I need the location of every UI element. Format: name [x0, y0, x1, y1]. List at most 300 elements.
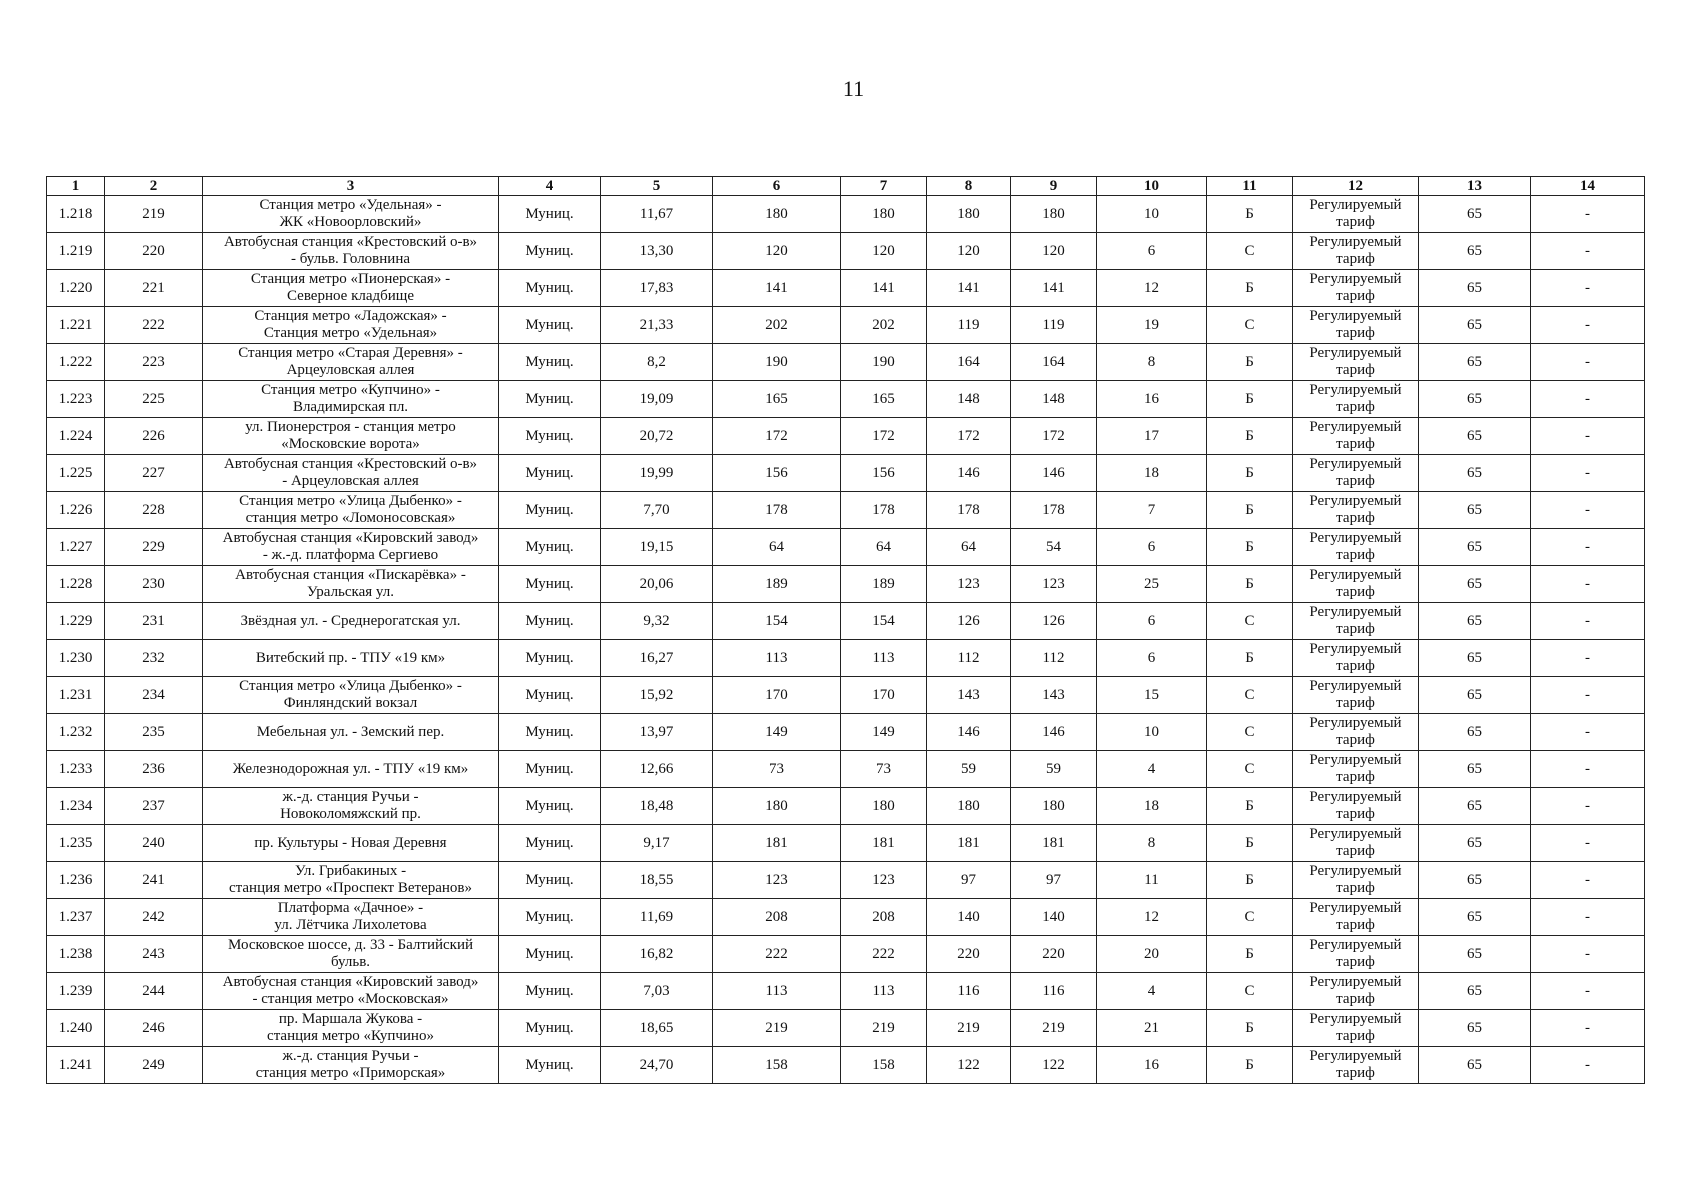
carrier-type-cell: Муниц. [499, 899, 601, 936]
row-id-cell: 1.228 [47, 566, 105, 603]
vehicle-class-cell: Б [1207, 492, 1293, 529]
carrier-type-cell: Муниц. [499, 196, 601, 233]
carrier-type-cell: Муниц. [499, 825, 601, 862]
value-cell: 180 [713, 196, 841, 233]
value-cell: - [1531, 677, 1645, 714]
value-cell: 54 [1011, 529, 1097, 566]
route-length-cell: 16,82 [601, 936, 713, 973]
value-cell: 113 [713, 640, 841, 677]
column-header: 12 [1293, 177, 1419, 196]
route-name-cell: Станция метро «Старая Деревня» - Арцеуловская аллея [203, 344, 499, 381]
route-name-cell: Московское шоссе, д. 33 - Балтийский бульв. [203, 936, 499, 973]
value-cell: 219 [841, 1010, 927, 1047]
value-cell: 180 [927, 788, 1011, 825]
vehicle-class-cell: Б [1207, 270, 1293, 307]
vehicle-class-cell: Б [1207, 344, 1293, 381]
value-cell: - [1531, 973, 1645, 1010]
value-cell: 65 [1419, 825, 1531, 862]
row-id-cell: 1.218 [47, 196, 105, 233]
tariff-cell: Регулируемый тариф [1293, 196, 1419, 233]
carrier-type-cell: Муниц. [499, 751, 601, 788]
vehicle-class-cell: С [1207, 899, 1293, 936]
value-cell: 18 [1097, 788, 1207, 825]
value-cell: - [1531, 270, 1645, 307]
table-row [47, 233, 1645, 270]
route-name-cell: пр. Культуры - Новая Деревня [203, 825, 499, 862]
value-cell: 113 [841, 640, 927, 677]
tariff-cell: Регулируемый тариф [1293, 233, 1419, 270]
route-length-cell: 18,48 [601, 788, 713, 825]
vehicle-class-cell: Б [1207, 862, 1293, 899]
route-length-cell: 19,09 [601, 381, 713, 418]
tariff-cell: Регулируемый тариф [1293, 788, 1419, 825]
value-cell: 180 [841, 196, 927, 233]
column-header: 8 [927, 177, 1011, 196]
value-cell: 112 [1011, 640, 1097, 677]
row-id-cell: 1.236 [47, 862, 105, 899]
row-id-cell: 1.230 [47, 640, 105, 677]
row-id-cell: 1.240 [47, 1010, 105, 1047]
value-cell: - [1531, 825, 1645, 862]
route-number-cell: 234 [105, 677, 203, 714]
value-cell: 140 [927, 899, 1011, 936]
value-cell: 164 [927, 344, 1011, 381]
value-cell: - [1531, 640, 1645, 677]
carrier-type-cell: Муниц. [499, 788, 601, 825]
table-row [47, 973, 1645, 1010]
value-cell: 141 [841, 270, 927, 307]
route-number-cell: 231 [105, 603, 203, 640]
value-cell: 172 [841, 418, 927, 455]
carrier-type-cell: Муниц. [499, 936, 601, 973]
value-cell: 120 [927, 233, 1011, 270]
value-cell: 219 [927, 1010, 1011, 1047]
vehicle-class-cell: Б [1207, 455, 1293, 492]
row-id-cell: 1.241 [47, 1047, 105, 1084]
column-header: 6 [713, 177, 841, 196]
table-row [47, 677, 1645, 714]
row-id-cell: 1.220 [47, 270, 105, 307]
tariff-cell: Регулируемый тариф [1293, 418, 1419, 455]
table-row [47, 936, 1645, 973]
tariff-cell: Регулируемый тариф [1293, 714, 1419, 751]
value-cell: 181 [713, 825, 841, 862]
column-header: 10 [1097, 177, 1207, 196]
value-cell: 190 [713, 344, 841, 381]
value-cell: 12 [1097, 270, 1207, 307]
value-cell: 7 [1097, 492, 1207, 529]
vehicle-class-cell: Б [1207, 1010, 1293, 1047]
route-number-cell: 242 [105, 899, 203, 936]
column-header: 7 [841, 177, 927, 196]
value-cell: 181 [841, 825, 927, 862]
value-cell: 148 [927, 381, 1011, 418]
route-name-cell: Звёздная ул. - Среднерогатская ул. [203, 603, 499, 640]
route-name-cell: Платформа «Дачное» - ул. Лётчика Лихолетова [203, 899, 499, 936]
value-cell: 208 [713, 899, 841, 936]
route-length-cell: 18,55 [601, 862, 713, 899]
value-cell: - [1531, 566, 1645, 603]
value-cell: 65 [1419, 714, 1531, 751]
carrier-type-cell: Муниц. [499, 1047, 601, 1084]
value-cell: - [1531, 492, 1645, 529]
value-cell: 122 [1011, 1047, 1097, 1084]
value-cell: 165 [713, 381, 841, 418]
value-cell: 178 [1011, 492, 1097, 529]
value-cell: 154 [841, 603, 927, 640]
route-length-cell: 8,2 [601, 344, 713, 381]
table-row [47, 270, 1645, 307]
row-id-cell: 1.239 [47, 973, 105, 1010]
route-length-cell: 12,66 [601, 751, 713, 788]
value-cell: - [1531, 1047, 1645, 1084]
row-id-cell: 1.221 [47, 307, 105, 344]
value-cell: 165 [841, 381, 927, 418]
value-cell: 64 [927, 529, 1011, 566]
value-cell: 112 [927, 640, 1011, 677]
route-length-cell: 19,99 [601, 455, 713, 492]
tariff-cell: Регулируемый тариф [1293, 344, 1419, 381]
route-number-cell: 230 [105, 566, 203, 603]
route-number-cell: 240 [105, 825, 203, 862]
vehicle-class-cell: Б [1207, 529, 1293, 566]
value-cell: 17 [1097, 418, 1207, 455]
value-cell: 156 [841, 455, 927, 492]
value-cell: 172 [1011, 418, 1097, 455]
route-length-cell: 11,69 [601, 899, 713, 936]
value-cell: 156 [713, 455, 841, 492]
route-name-cell: Железнодорожная ул. - ТПУ «19 км» [203, 751, 499, 788]
route-name-cell: Станция метро «Ладожская» - Станция метро «Удельная» [203, 307, 499, 344]
value-cell: 180 [1011, 788, 1097, 825]
value-cell: 123 [927, 566, 1011, 603]
value-cell: 4 [1097, 973, 1207, 1010]
value-cell: 158 [713, 1047, 841, 1084]
value-cell: 222 [841, 936, 927, 973]
route-name-cell: Ул. Грибакиных - станция метро «Проспект Ветеранов» [203, 862, 499, 899]
value-cell: - [1531, 603, 1645, 640]
value-cell: 202 [713, 307, 841, 344]
vehicle-class-cell: Б [1207, 825, 1293, 862]
vehicle-class-cell: С [1207, 603, 1293, 640]
value-cell: 208 [841, 899, 927, 936]
value-cell: 141 [1011, 270, 1097, 307]
table-row [47, 751, 1645, 788]
route-length-cell: 11,67 [601, 196, 713, 233]
carrier-type-cell: Муниц. [499, 677, 601, 714]
tariff-cell: Регулируемый тариф [1293, 640, 1419, 677]
table-row [47, 344, 1645, 381]
value-cell: 146 [1011, 714, 1097, 751]
carrier-type-cell: Муниц. [499, 233, 601, 270]
route-name-cell: Станция метро «Улица Дыбенко» - станция метро «Ломоносовская» [203, 492, 499, 529]
table-row [47, 1047, 1645, 1084]
page-number: 11 [842, 76, 865, 101]
row-id-cell: 1.225 [47, 455, 105, 492]
value-cell: - [1531, 196, 1645, 233]
row-id-cell: 1.238 [47, 936, 105, 973]
route-number-cell: 241 [105, 862, 203, 899]
table-row [47, 788, 1645, 825]
value-cell: - [1531, 788, 1645, 825]
value-cell: 11 [1097, 862, 1207, 899]
value-cell: 143 [1011, 677, 1097, 714]
value-cell: - [1531, 751, 1645, 788]
tariff-cell: Регулируемый тариф [1293, 973, 1419, 1010]
route-length-cell: 20,06 [601, 566, 713, 603]
route-length-cell: 13,97 [601, 714, 713, 751]
carrier-type-cell: Муниц. [499, 344, 601, 381]
routes-table [46, 176, 1645, 1084]
value-cell: 120 [841, 233, 927, 270]
value-cell: 6 [1097, 640, 1207, 677]
value-cell: 219 [1011, 1010, 1097, 1047]
route-length-cell: 15,92 [601, 677, 713, 714]
vehicle-class-cell: С [1207, 677, 1293, 714]
value-cell: 73 [713, 751, 841, 788]
row-id-cell: 1.222 [47, 344, 105, 381]
value-cell: 65 [1419, 1047, 1531, 1084]
header-row [47, 177, 1645, 196]
value-cell: 65 [1419, 307, 1531, 344]
value-cell: 120 [713, 233, 841, 270]
row-id-cell: 1.233 [47, 751, 105, 788]
carrier-type-cell: Муниц. [499, 1010, 601, 1047]
value-cell: 180 [1011, 196, 1097, 233]
value-cell: 19 [1097, 307, 1207, 344]
value-cell: - [1531, 899, 1645, 936]
route-length-cell: 7,70 [601, 492, 713, 529]
route-name-cell: Автобусная станция «Пискарёвка» - Уральская ул. [203, 566, 499, 603]
route-name-cell: ул. Пионерстроя - станция метро «Московские ворота» [203, 418, 499, 455]
value-cell: 16 [1097, 381, 1207, 418]
value-cell: 113 [713, 973, 841, 1010]
table-row [47, 714, 1645, 751]
value-cell: 164 [1011, 344, 1097, 381]
value-cell: 21 [1097, 1010, 1207, 1047]
value-cell: 65 [1419, 455, 1531, 492]
vehicle-class-cell: Б [1207, 788, 1293, 825]
value-cell: 73 [841, 751, 927, 788]
value-cell: 16 [1097, 1047, 1207, 1084]
carrier-type-cell: Муниц. [499, 862, 601, 899]
value-cell: - [1531, 1010, 1645, 1047]
row-id-cell: 1.231 [47, 677, 105, 714]
value-cell: 154 [713, 603, 841, 640]
route-length-cell: 17,83 [601, 270, 713, 307]
value-cell: 64 [841, 529, 927, 566]
value-cell: 143 [927, 677, 1011, 714]
value-cell: 141 [927, 270, 1011, 307]
tariff-cell: Регулируемый тариф [1293, 270, 1419, 307]
value-cell: 65 [1419, 936, 1531, 973]
vehicle-class-cell: Б [1207, 196, 1293, 233]
carrier-type-cell: Муниц. [499, 566, 601, 603]
value-cell: 65 [1419, 233, 1531, 270]
route-name-cell: Автобусная станция «Крестовский о-в» - Арцеуловская аллея [203, 455, 499, 492]
value-cell: 146 [1011, 455, 1097, 492]
value-cell: 149 [713, 714, 841, 751]
tariff-cell: Регулируемый тариф [1293, 825, 1419, 862]
route-number-cell: 221 [105, 270, 203, 307]
route-number-cell: 229 [105, 529, 203, 566]
tariff-cell: Регулируемый тариф [1293, 862, 1419, 899]
value-cell: 97 [1011, 862, 1097, 899]
row-id-cell: 1.235 [47, 825, 105, 862]
value-cell: 158 [841, 1047, 927, 1084]
value-cell: 10 [1097, 714, 1207, 751]
row-id-cell: 1.229 [47, 603, 105, 640]
value-cell: 180 [927, 196, 1011, 233]
route-number-cell: 220 [105, 233, 203, 270]
value-cell: 20 [1097, 936, 1207, 973]
route-number-cell: 228 [105, 492, 203, 529]
route-number-cell: 237 [105, 788, 203, 825]
value-cell: 126 [1011, 603, 1097, 640]
value-cell: 146 [927, 714, 1011, 751]
column-header: 2 [105, 177, 203, 196]
value-cell: - [1531, 344, 1645, 381]
value-cell: 97 [927, 862, 1011, 899]
value-cell: 65 [1419, 566, 1531, 603]
value-cell: 180 [713, 788, 841, 825]
column-header: 14 [1531, 177, 1645, 196]
route-name-cell: Автобусная станция «Кировский завод» - станция метро «Московская» [203, 973, 499, 1010]
value-cell: 126 [927, 603, 1011, 640]
route-number-cell: 249 [105, 1047, 203, 1084]
value-cell: 141 [713, 270, 841, 307]
carrier-type-cell: Муниц. [499, 270, 601, 307]
route-number-cell: 246 [105, 1010, 203, 1047]
route-number-cell: 235 [105, 714, 203, 751]
route-length-cell: 19,15 [601, 529, 713, 566]
value-cell: 220 [927, 936, 1011, 973]
value-cell: 65 [1419, 973, 1531, 1010]
table-row [47, 899, 1645, 936]
carrier-type-cell: Муниц. [499, 455, 601, 492]
route-number-cell: 226 [105, 418, 203, 455]
value-cell: 172 [713, 418, 841, 455]
carrier-type-cell: Муниц. [499, 603, 601, 640]
value-cell: 65 [1419, 1010, 1531, 1047]
route-length-cell: 16,27 [601, 640, 713, 677]
carrier-type-cell: Муниц. [499, 492, 601, 529]
vehicle-class-cell: Б [1207, 936, 1293, 973]
value-cell: 122 [927, 1047, 1011, 1084]
value-cell: 10 [1097, 196, 1207, 233]
table-row [47, 492, 1645, 529]
value-cell: 65 [1419, 344, 1531, 381]
route-name-cell: Автобусная станция «Крестовский о-в» - бульв. Головнина [203, 233, 499, 270]
value-cell: 180 [841, 788, 927, 825]
value-cell: 15 [1097, 677, 1207, 714]
route-name-cell: Мебельная ул. - Земский пер. [203, 714, 499, 751]
value-cell: 220 [1011, 936, 1097, 973]
value-cell: - [1531, 862, 1645, 899]
value-cell: 18 [1097, 455, 1207, 492]
table-row [47, 307, 1645, 344]
route-length-cell: 9,32 [601, 603, 713, 640]
row-id-cell: 1.224 [47, 418, 105, 455]
tariff-cell: Регулируемый тариф [1293, 566, 1419, 603]
value-cell: 113 [841, 973, 927, 1010]
value-cell: - [1531, 714, 1645, 751]
value-cell: 149 [841, 714, 927, 751]
value-cell: 202 [841, 307, 927, 344]
table-row [47, 1010, 1645, 1047]
value-cell: 123 [841, 862, 927, 899]
route-number-cell: 244 [105, 973, 203, 1010]
value-cell: 190 [841, 344, 927, 381]
tariff-cell: Регулируемый тариф [1293, 492, 1419, 529]
value-cell: - [1531, 936, 1645, 973]
value-cell: 65 [1419, 418, 1531, 455]
route-number-cell: 236 [105, 751, 203, 788]
tariff-cell: Регулируемый тариф [1293, 603, 1419, 640]
column-header: 1 [47, 177, 105, 196]
value-cell: 65 [1419, 196, 1531, 233]
vehicle-class-cell: С [1207, 233, 1293, 270]
value-cell: 8 [1097, 344, 1207, 381]
tariff-cell: Регулируемый тариф [1293, 899, 1419, 936]
value-cell: 6 [1097, 603, 1207, 640]
value-cell: 65 [1419, 677, 1531, 714]
tariff-cell: Регулируемый тариф [1293, 936, 1419, 973]
value-cell: 178 [841, 492, 927, 529]
value-cell: 172 [927, 418, 1011, 455]
value-cell: - [1531, 529, 1645, 566]
vehicle-class-cell: Б [1207, 418, 1293, 455]
value-cell: 65 [1419, 270, 1531, 307]
table-row [47, 529, 1645, 566]
value-cell: 170 [841, 677, 927, 714]
table-row [47, 196, 1645, 233]
row-id-cell: 1.223 [47, 381, 105, 418]
route-length-cell: 7,03 [601, 973, 713, 1010]
route-name-cell: Автобусная станция «Кировский завод» - ж.-д. платформа Сергиево [203, 529, 499, 566]
column-header: 11 [1207, 177, 1293, 196]
route-name-cell: ж.-д. станция Ручьи - Новоколомяжский пр. [203, 788, 499, 825]
value-cell: 140 [1011, 899, 1097, 936]
value-cell: 65 [1419, 751, 1531, 788]
route-number-cell: 219 [105, 196, 203, 233]
value-cell: 65 [1419, 788, 1531, 825]
carrier-type-cell: Муниц. [499, 714, 601, 751]
tariff-cell: Регулируемый тариф [1293, 1047, 1419, 1084]
route-name-cell: пр. Маршала Жукова - станция метро «Купчино» [203, 1010, 499, 1047]
tariff-cell: Регулируемый тариф [1293, 751, 1419, 788]
route-name-cell: Станция метро «Удельная» - ЖК «Новоорловский» [203, 196, 499, 233]
value-cell: 178 [927, 492, 1011, 529]
value-cell: 6 [1097, 233, 1207, 270]
value-cell: - [1531, 455, 1645, 492]
value-cell: - [1531, 381, 1645, 418]
value-cell: 222 [713, 936, 841, 973]
table-row [47, 418, 1645, 455]
value-cell: 123 [713, 862, 841, 899]
table-row [47, 862, 1645, 899]
route-name-cell: Станция метро «Купчино» - Владимирская пл. [203, 381, 499, 418]
value-cell: - [1531, 418, 1645, 455]
value-cell: 64 [713, 529, 841, 566]
route-number-cell: 243 [105, 936, 203, 973]
column-header: 13 [1419, 177, 1531, 196]
route-name-cell: Станция метро «Пионерская» - Северное кладбище [203, 270, 499, 307]
tariff-cell: Регулируемый тариф [1293, 455, 1419, 492]
value-cell: 6 [1097, 529, 1207, 566]
vehicle-class-cell: С [1207, 751, 1293, 788]
value-cell: 119 [1011, 307, 1097, 344]
